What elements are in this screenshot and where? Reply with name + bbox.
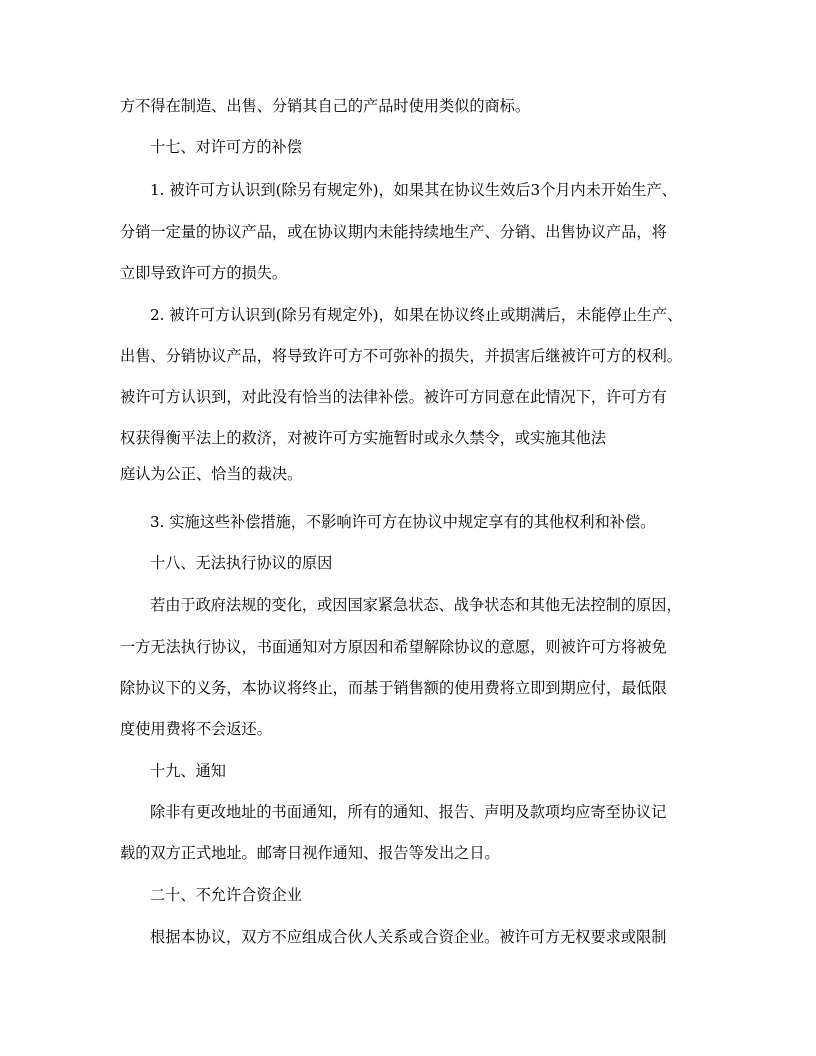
section-18-line-1: 若由于政府法规的变化，或因国家紧急状态、战争状态和其他无法控制的原因， [150,596,682,614]
clause-17-1-line-1: 1. 被许可方认识到(除另有规定外)，如果其在协议生效后3个月内未开始生产、 [150,181,677,199]
section-heading-18: 十八、无法执行协议的原因 [150,554,333,572]
section-18-line-2: 一方无法执行协议，书面通知对方原因和希望解除协议的意愿，则被许可方将被免 [120,638,667,656]
clause-17-2-line-1: 2. 被许可方认识到(除另有规定外)，如果在协议终止或期满后，未能停止生产、 [150,306,683,324]
clause-17-2-line-5: 庭认为公正、恰当的裁决。 [120,465,303,483]
clause-17-2-line-4: 权获得衡平法上的救济，对被许可方实施暂时或永久禁令，或实施其他法 [120,429,606,447]
clause-17-2-line-2: 出售、分销协议产品，将导致许可方不可弥补的损失，并损害后继被许可方的权利。 [120,347,682,365]
section-heading-17: 十七、对许可方的补偿 [150,138,302,156]
section-heading-20: 二十、不允许合资企业 [150,886,302,904]
section-19-line-2: 载的双方正式地址。邮寄日视作通知、报告等发出之日。 [120,844,500,862]
section-19-line-1: 除非有更改地址的书面通知，所有的通知、报告、声明及款项均应寄至协议记 [150,803,667,821]
clause-17-2-line-3: 被许可方认识到，对此没有恰当的法律补偿。被许可方同意在此情况下，许可方有 [120,388,667,406]
clause-17-1-line-2: 分销一定量的协议产品，或在协议期内未能持续地生产、分销、出售协议产品，将 [120,223,667,241]
section-18-line-3: 除协议下的义务，本协议将终止，而基于销售额的使用费将立即到期应付，最低限 [120,679,667,697]
section-18-line-4: 度使用费将不会返还。 [120,720,272,738]
paragraph-continuation: 方不得在制造、出售、分销其自己的产品时使用类似的商标。 [120,97,531,115]
section-heading-19: 十九、通知 [150,762,226,780]
section-20-line-1: 根据本协议，双方不应组成合伙人关系或合资企业。被许可方无权要求或限制 [150,928,667,946]
clause-17-3: 3. 实施这些补偿措施，不影响许可方在协议中规定享有的其他权利和补偿。 [150,513,656,531]
clause-17-1-line-3: 立即导致许可方的损失。 [120,264,288,282]
